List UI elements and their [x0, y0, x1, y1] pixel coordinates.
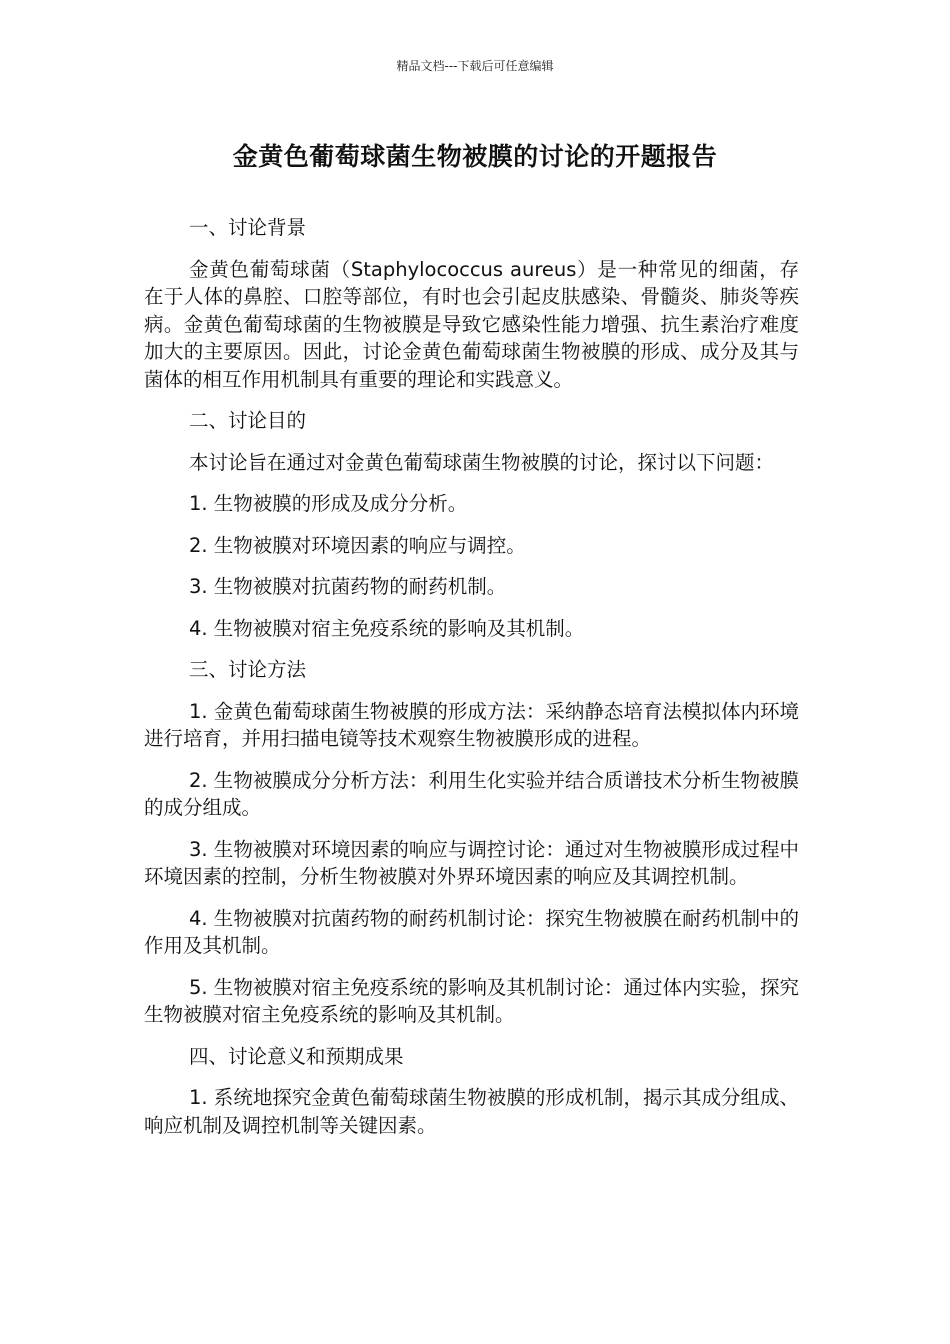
- section-heading-significance: 四、讨论意义和预期成果: [189, 1044, 404, 1068]
- significance-item: 1. 系统地探究金黄色葡萄球菌生物被膜的形成机制，揭示其成分组成、响应机制及调控机制等关键因素。: [144, 1086, 799, 1137]
- purpose-intro: 本讨论旨在通过对金黄色葡萄球菌生物被膜的讨论，探讨以下问题：: [189, 450, 775, 474]
- method-item: 3. 生物被膜对环境因素的响应与调控讨论：通过对生物被膜形成过程中环境因素的控制，分析生物被膜对外界环境因素的响应及其调控机制。: [144, 837, 799, 888]
- section-heading-background: 一、讨论背景: [189, 216, 307, 239]
- method-item: 5. 生物被膜对宿主免疫系统的影响及其机制讨论：通过体内实验，探究生物被膜对宿主免疫系统的影响及其机制。: [144, 975, 799, 1026]
- purpose-item: 4. 生物被膜对宿主免疫系统的影响及其机制。: [189, 616, 585, 640]
- document-title: 金黄色葡萄球菌生物被膜的讨论的开题报告: [232, 142, 718, 171]
- page-header: 精品文档---下载后可任意编辑: [396, 59, 554, 73]
- purpose-item: 1. 生物被膜的形成及成分分析。: [189, 492, 468, 515]
- method-item: 1. 金黄色葡萄球菌生物被膜的形成方法：采纳静态培育法模拟体内环境进行培育，并用扫描电镜等技术观察生物被膜形成的进程。: [144, 699, 799, 750]
- background-paragraph: 金黄色葡萄球菌（Staphylococcus aureus）是一种常见的细菌，存在于人体的鼻腔、口腔等部位，有时也会引起皮肤感染、骨髓炎、肺炎等疾病。金黄色葡萄球菌的生物被膜是导致它感染性能力增强、抗生素治疗难度加大的主要原因。因此，讨论金黄色葡萄球菌生物被膜的形成、成分及其与菌体的相互作用机制具有重要的理论和实践意义。: [144, 257, 799, 391]
- section-heading-methods: 三、讨论方法: [189, 658, 307, 681]
- document-body: [144, 214, 799, 1153]
- section-heading-purpose: 二、讨论目的: [189, 409, 307, 432]
- method-item: 4. 生物被膜对抗菌药物的耐药机制讨论：探究生物被膜在耐药机制中的作用及其机制。: [144, 906, 799, 957]
- method-item: 2. 生物被膜成分分析方法：利用生化实验并结合质谱技术分析生物被膜的成分组成。: [144, 768, 799, 819]
- purpose-item: 2. 生物被膜对环境因素的响应与调控。: [189, 533, 526, 557]
- purpose-item: 3. 生物被膜对抗菌药物的耐药机制。: [189, 575, 507, 598]
